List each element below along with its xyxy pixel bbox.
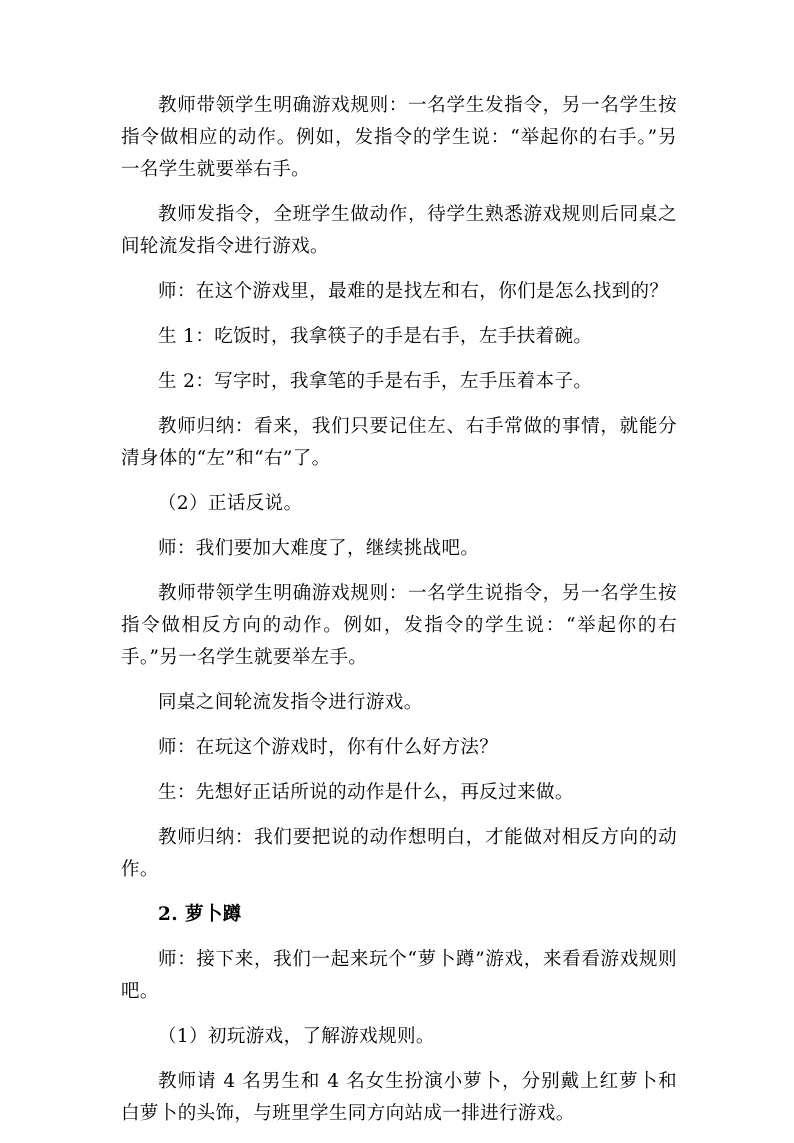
paragraph-student-1: 生 1：吃饭时，我拿筷子的手是右手，左手扶着碗。 xyxy=(158,326,593,347)
paragraph-student-2: 生 2：写字时，我拿笔的手是右手，左手压着本子。 xyxy=(158,371,593,392)
paragraph-teacher-method: 师：在玩这个游戏时，你有什么好方法？ xyxy=(158,737,499,758)
paragraph-rules-1: 教师带领学生明确游戏规则：一名学生发指令，另一名学生按指令做相应的动作。例如，发指令的学生说：“举起你的右手。”另一名学生就要举右手。 xyxy=(121,95,677,180)
paragraph-section-reverse: （2）正话反说。 xyxy=(158,493,303,514)
paragraph-student-answer: 生：先想好正话所说的动作是什么，再反过来做。 xyxy=(158,782,574,803)
paragraph-desk-mates: 同桌之间轮流发指令进行游戏。 xyxy=(158,692,423,713)
section-heading-radish-squat: 2. 萝卜蹲 xyxy=(158,904,242,925)
paragraph-teacher-setup: 教师请 4 名男生和 4 名女生扮演小萝卜，分别戴上红萝卜和白萝卜的头饰，与班里学生同方向站成一排进行游戏。 xyxy=(121,1071,677,1124)
paragraph-teacher-question: 师：在这个游戏里，最难的是找左和右，你们是怎么找到的？ xyxy=(158,281,669,302)
paragraph-section-first-play: （1）初玩游戏，了解游戏规则。 xyxy=(158,1026,435,1047)
paragraph-teacher-summary-2: 教师归纳：我们要把说的动作想明白，才能做对相反方向的动作。 xyxy=(121,827,677,880)
paragraph-teacher-challenge: 师：我们要加大难度了，继续挑战吧。 xyxy=(158,538,480,559)
paragraph-teacher-command: 教师发指令，全班学生做动作，待学生熟悉游戏规则后同桌之间轮流发指令进行游戏。 xyxy=(121,204,677,257)
paragraph-teacher-intro-game: 师：接下来，我们一起来玩个“萝卜蹲”游戏，来看看游戏规则吧。 xyxy=(121,949,677,1002)
paragraph-rules-2: 教师带领学生明确游戏规则：一名学生说指令，另一名学生按指令做相反方向的动作。例如，发指令的学生说：“举起你的右手。”另一名学生就要举左手。 xyxy=(121,583,677,668)
document-page xyxy=(121,90,677,1143)
paragraph-teacher-summary-1: 教师归纳：看来，我们只要记住左、右手常做的事情，就能分清身体的“左”和“右”了。 xyxy=(121,416,677,469)
